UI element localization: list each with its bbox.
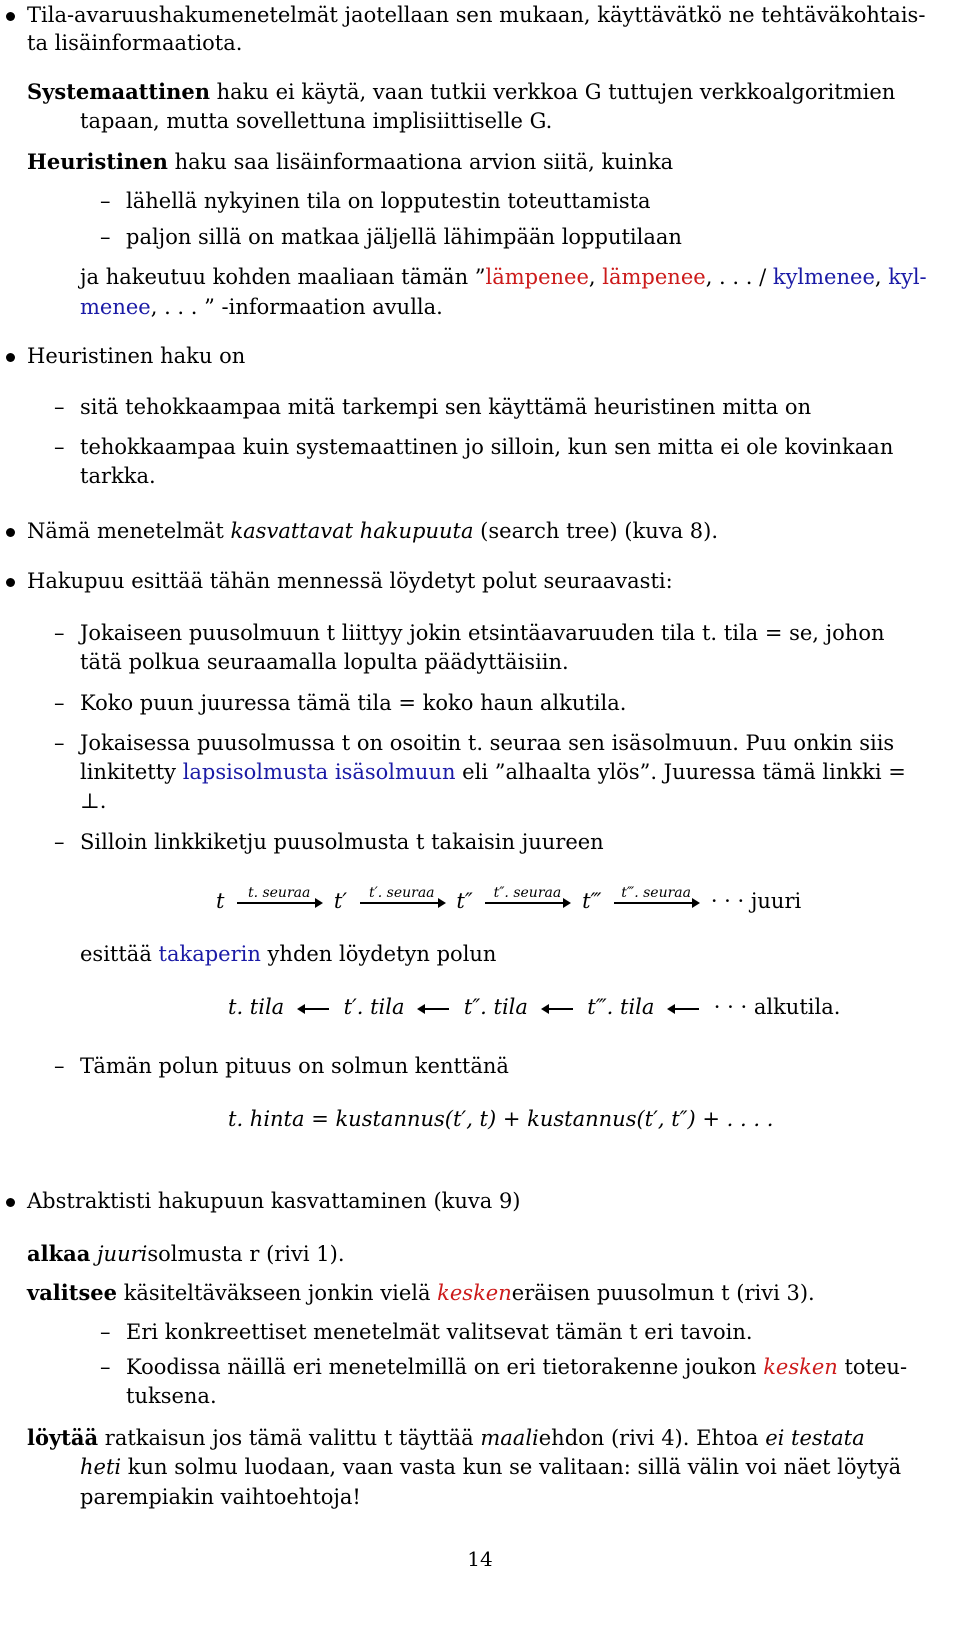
cost-formula [228, 1104, 773, 1135]
bullet [6, 12, 15, 21]
text-line: Silloin linkkiketju puusolmusta t takaisin juureen [80, 830, 604, 854]
text-line: paljon sillä on matkaa jäljellä lähimpään lopputilaan [126, 225, 682, 249]
text-span: , [588, 265, 603, 289]
warm-word: lämpenee [602, 265, 706, 289]
text-line [126, 1352, 907, 1383]
text-span: (search tree) (kuva 8). [473, 519, 719, 543]
text-line: tätä polkua seuraamalla lopulta päädyttäisiin. [80, 650, 569, 674]
systematic-paragraph [27, 76, 895, 108]
text-line [27, 1277, 815, 1309]
text-span: käsiteltäväkseen jonkin vielä [117, 1281, 438, 1305]
keyword: alkaa [27, 1241, 91, 1266]
text-span: eräisen puusolmun t (rivi 3). [511, 1281, 815, 1305]
heuristic-paragraph [27, 146, 673, 178]
path-term: t′. tila [343, 995, 405, 1019]
text-span: kun solmu luodaan, vaan vasta kun se valitaan: sillä välin voi näet löytyä [121, 1455, 902, 1479]
link-chain-formula [216, 886, 801, 917]
chain-end: · · · juuri [710, 889, 802, 913]
cold-word: kyl- [888, 265, 927, 289]
bullet [6, 578, 15, 587]
text-span: ja hakeutuu kohden maaliaan tämän ” [80, 265, 486, 289]
text-span [328, 760, 335, 784]
chain-node: t [216, 889, 225, 913]
keyword: löytää [27, 1425, 99, 1450]
text-span: ehdon (rivi 4). Ehtoa [538, 1426, 766, 1450]
arrow-label: t. seuraa [247, 884, 311, 901]
text-line: Jokaiseen puusolmuun t liittyy jokin etsintäavaruuden tila t. tila = se, johon [80, 621, 885, 645]
link-word: isäsolmuun [334, 760, 456, 784]
emphasis: kasvattavat hakupuuta [230, 519, 474, 543]
left-arrow-icon [419, 1008, 449, 1010]
dash: – [54, 621, 65, 645]
bullet [6, 353, 15, 362]
dash: – [54, 691, 65, 715]
arrow-label: t‴. seuraa [621, 884, 691, 901]
text-line [27, 1238, 345, 1270]
warm-word: lämpenee [485, 265, 589, 289]
text-line: tapaan, mutta sovellettuna implisiittiselle G. [80, 109, 553, 133]
arrow-label: t′. seuraa [368, 884, 435, 901]
text-span: , [874, 265, 889, 289]
text-line: tarkka. [80, 464, 156, 488]
left-arrow-icon [669, 1008, 699, 1010]
path-formula [228, 992, 840, 1023]
text-line [27, 516, 718, 547]
text-line: Heuristinen haku on [27, 344, 246, 368]
text-line: ta lisäinformaatiota. [27, 31, 243, 55]
emphasis: juuri [97, 1242, 148, 1266]
chain-node: t′ [333, 889, 348, 913]
path-term: t‴. tila [587, 995, 655, 1019]
text-span: , . . . / [705, 265, 773, 289]
text-span: esittää [80, 942, 159, 966]
text-line: tuksena. [126, 1384, 217, 1408]
text-line: Koko puun juuressa tämä tila = koko haun alkutila. [80, 691, 627, 715]
link-word: takaperin [158, 942, 261, 966]
kesken-word: kesken [763, 1355, 838, 1379]
emphasis: maali [480, 1426, 539, 1450]
text-line: Tila-avaruushakumenetelmät jaotellaan sen mukaan, käyttävätkö ne tehtäväkohtais- [27, 3, 926, 27]
page-number: 14 [467, 1547, 493, 1571]
text-line: Hakupuu esittää tähän mennessä löydetyt polut seuraavasti: [27, 569, 673, 593]
right-arrow-icon [237, 884, 321, 904]
path-term: t″. tila [463, 995, 528, 1019]
left-arrow-icon [299, 1008, 329, 1010]
text-line [80, 939, 496, 970]
dash: – [100, 189, 111, 213]
kesken-word: kesken [437, 1281, 512, 1305]
keyword: valitsee [27, 1280, 118, 1305]
left-arrow-icon [543, 1008, 573, 1010]
dash: – [54, 830, 65, 854]
text-line [27, 1422, 865, 1454]
text-span: , . . . ” -informaation avulla. [150, 295, 443, 319]
text-line: Jokaisessa puusolmussa t on osoitin t. seuraa sen isäsolmuun. Puu onkin siis [80, 731, 895, 755]
text-span: Koodissa näillä eri menetelmillä on eri tietorakenne joukon [126, 1355, 764, 1379]
text-line [80, 292, 443, 323]
cold-word: kylmenee [772, 265, 875, 289]
chain-node: t″ [456, 889, 473, 913]
term-heuristic: Heuristinen [27, 149, 168, 174]
text-line: Eri konkreettiset menetelmät valitsevat tämän t eri tavoin. [126, 1320, 753, 1344]
text-line: tehokkaampaa kuin systemaattinen jo silloin, kun sen mitta ei ole kovinkaan [80, 435, 894, 459]
text-span: solmusta r (rivi 1). [147, 1242, 345, 1266]
dash: – [100, 225, 111, 249]
right-arrow-icon [485, 884, 569, 904]
bullet [6, 528, 15, 537]
dash: – [54, 435, 65, 459]
dash: – [54, 731, 65, 755]
text-span: haku saa lisäinformaationa arvion siitä, kuinka [167, 150, 674, 174]
text-line [80, 757, 906, 788]
right-arrow-icon [360, 884, 444, 904]
dash: – [54, 1054, 65, 1078]
emphasis: heti [80, 1455, 122, 1479]
right-arrow-icon [614, 884, 698, 904]
text-line: Tämän polun pituus on solmun kenttänä [80, 1054, 509, 1078]
text-line: lähellä nykyinen tila on lopputestin toteuttamista [126, 189, 651, 213]
cold-word: menee [80, 295, 151, 319]
text-span: toteu- [837, 1355, 908, 1379]
text-span: yhden löydetyn polun [260, 942, 497, 966]
text-span: ratkaisun jos tämä valittu t täyttää [98, 1426, 481, 1450]
text-line: ⊥. [80, 789, 107, 813]
arrow-label: t″. seuraa [493, 884, 562, 901]
emphasis: ei testata [765, 1426, 865, 1450]
bullet [6, 1198, 15, 1207]
text-line [80, 262, 927, 293]
text-span: Nämä menetelmät [27, 519, 231, 543]
term-systematic: Systemaattinen [27, 79, 210, 104]
text-line: Abstraktisti hakupuun kasvattaminen (kuva 9) [27, 1189, 521, 1213]
text-span: eli ”alhaalta ylös”. Juuressa tämä linkki = [455, 760, 906, 784]
dash: – [100, 1320, 111, 1344]
text-span: haku ei käytä, vaan tutkii verkkoa G tuttujen verkkoalgoritmien [209, 80, 896, 104]
path-end: · · · alkutila. [713, 995, 841, 1019]
path-term: t. tila [228, 995, 285, 1019]
dash: – [100, 1355, 111, 1379]
dash: – [54, 395, 65, 419]
text-line: sitä tehokkaampaa mitä tarkempi sen käyttämä heuristinen mitta on [80, 395, 812, 419]
text-line [80, 1452, 901, 1483]
formula-text: t. hinta = kustannus(t′, t) + kustannus(t′, t″) + . . . . [228, 1107, 774, 1131]
text-line: parempiakin vaihtoehtoja! [80, 1485, 361, 1509]
text-span: linkitetty [80, 760, 183, 784]
chain-node: t‴ [582, 889, 602, 913]
link-word: lapsisolmusta [182, 760, 329, 784]
